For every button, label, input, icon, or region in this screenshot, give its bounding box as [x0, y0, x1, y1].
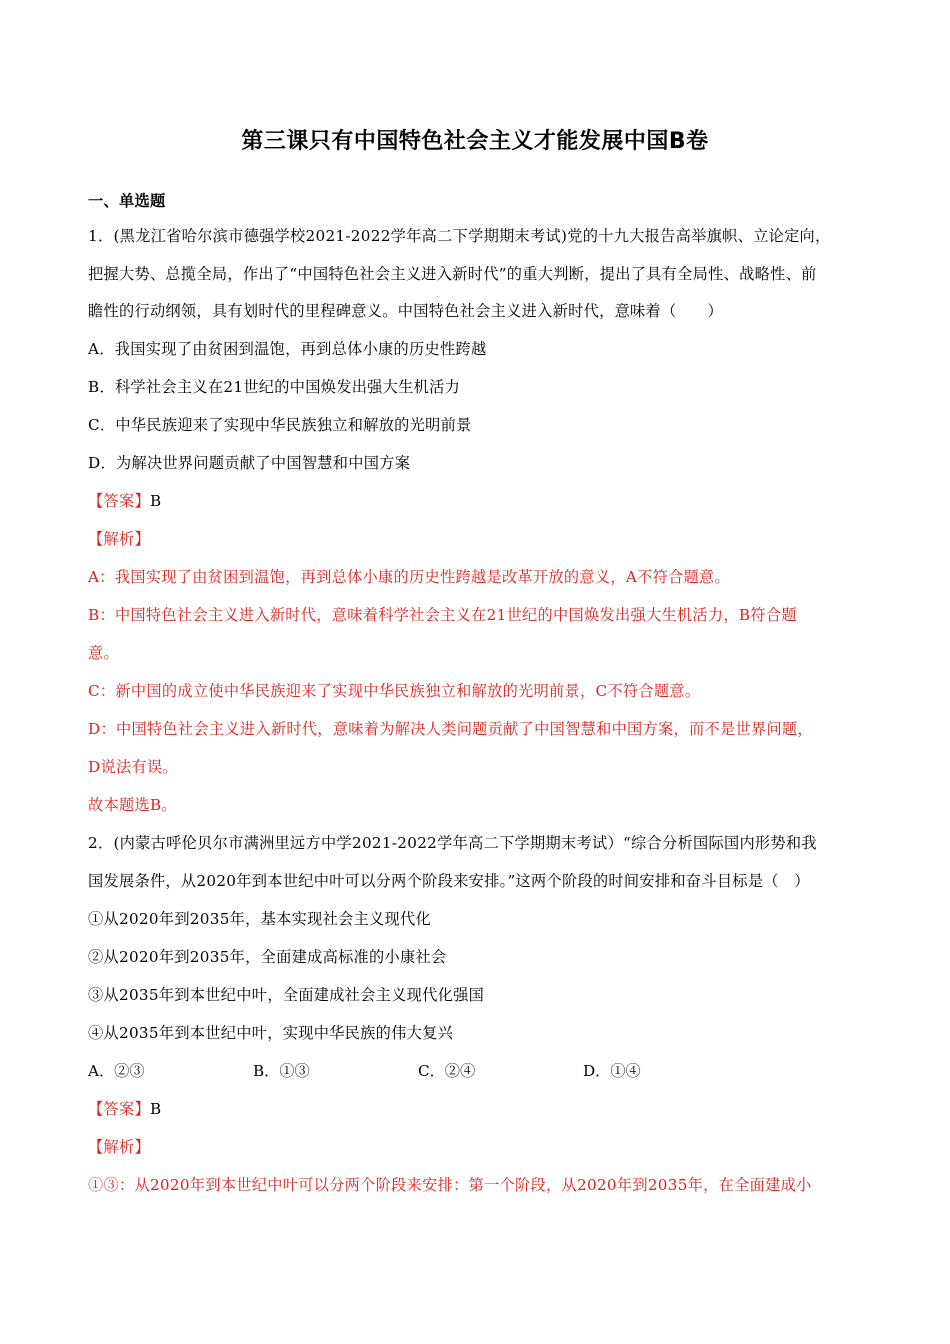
q2-statement: ③从2035年到本世纪中叶，全面建成社会主义现代化强国 [88, 986, 485, 1004]
q2-stem-line: 国发展条件，从2020年到本世纪中叶可以分两个阶段来安排。”这两个阶段的时间安排和奋斗目标是（ ） [88, 872, 810, 890]
q1-option-b: B．科学社会主义在21世纪的中国焕发出强大生机活力 [88, 378, 461, 396]
q2-option-d: D．①④ [583, 1062, 641, 1080]
q1-analysis-line: 故本题选B。 [88, 796, 177, 814]
q1-stem-line: 瞻性的行动纲领，具有划时代的里程碑意义。中国特色社会主义进入新时代，意味着（ ） [88, 302, 723, 320]
q1-option-c: C．中华民族迎来了实现中华民族独立和解放的光明前景 [88, 416, 472, 434]
q2-option-a: A．②③ [88, 1062, 145, 1080]
q2-statement: ①从2020年到2035年，基本实现社会主义现代化 [88, 910, 431, 928]
q2-option-c: C．②④ [418, 1062, 476, 1080]
q2-option-b: B．①③ [253, 1062, 310, 1080]
section-heading: 一、单选题 [88, 192, 166, 210]
q1-option-a: A．我国实现了由贫困到温饱，再到总体小康的历史性跨越 [88, 340, 487, 358]
q1-stem-line: 把握大势、总揽全局，作出了“中国特色社会主义进入新时代”的重大判断，提出了具有全局性、战略性、前 [88, 265, 817, 283]
q1-stem-line: 1．(黑龙江省哈尔滨市德强学校2021-2022学年高二下学期期末考试)党的十九大报告高举旗帜、立论定向， [88, 227, 831, 245]
q1-analysis-line: A：我国实现了由贫困到温饱，再到总体小康的历史性跨越是改革开放的意义，A不符合题意。 [88, 568, 731, 586]
q1-analysis-line: D说法有误。 [88, 758, 178, 776]
q1-analysis-tag: 【解析】 [88, 530, 150, 548]
q1-analysis-line: 意。 [88, 644, 119, 662]
q1-analysis-line: C：新中国的成立使中华民族迎来了实现中华民族独立和解放的光明前景，C不符合题意。 [88, 682, 701, 700]
q1-analysis-line: B：中国特色社会主义进入新时代，意味着科学社会主义在21世纪的中国焕发出强大生机活力，B符合题 [88, 606, 797, 624]
answer-value: B [149, 492, 162, 510]
q2-analysis-tag: 【解析】 [88, 1138, 150, 1156]
q2-answer [88, 1099, 878, 1119]
q1-answer [88, 491, 878, 511]
q2-statement: ②从2020年到2035年，全面建成高标准的小康社会 [88, 948, 447, 966]
q2-statement: ④从2035年到本世纪中叶，实现中华民族的伟大复兴 [88, 1024, 454, 1042]
q1-analysis-line: D：中国特色社会主义进入新时代，意味着为解决人类问题贡献了中国智慧和中国方案，而不是世界问题， [88, 720, 813, 738]
page-title: 第三课只有中国特色社会主义才能发展中国B卷 [241, 129, 709, 154]
q2-stem-line: 2．(内蒙古呼伦贝尔市满洲里远方中学2021-2022学年高二下学期期末考试）“综合分析国际国内形势和我 [88, 834, 817, 852]
answer-tag: 【答案】 [88, 1100, 150, 1118]
answer-value: B [149, 1100, 162, 1118]
answer-tag: 【答案】 [88, 492, 150, 510]
q2-analysis-line: ①③：从2020年到本世纪中叶可以分两个阶段来安排：第一个阶段，从2020年到2035年，在全面建成小 [88, 1176, 812, 1194]
q1-option-d: D．为解决世界问题贡献了中国智慧和中国方案 [88, 454, 411, 472]
